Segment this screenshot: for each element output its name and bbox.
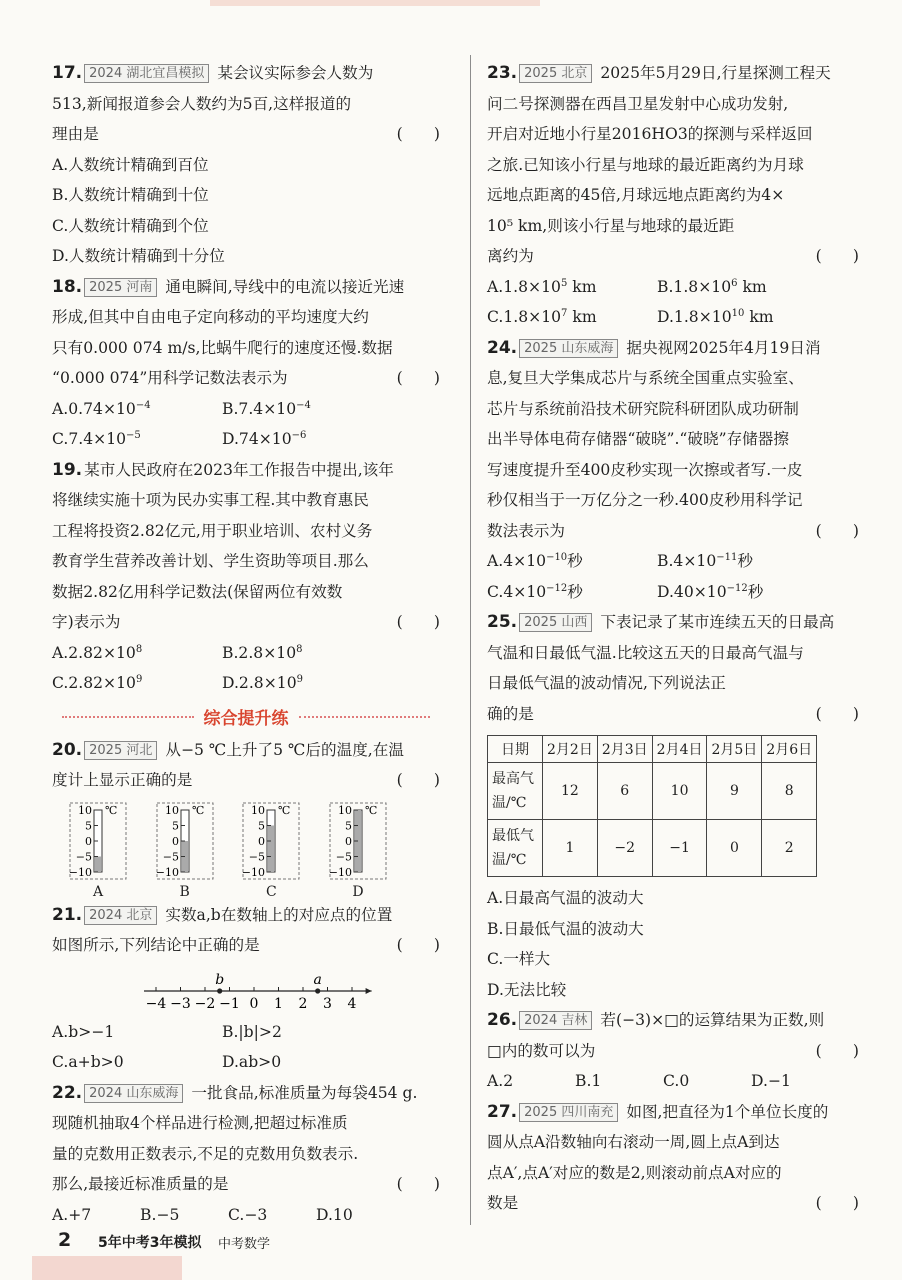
section-divider-left: [62, 716, 194, 718]
thermometer-graphic: [68, 802, 128, 880]
question-text: 远地点距离的45倍,月球远地点距离约为4×: [487, 186, 785, 204]
question-27: [487, 1097, 859, 1219]
tick-label: 5: [171, 819, 179, 832]
axis-tick-label: −4: [145, 995, 167, 1011]
question-text: 从−5 ℃上升了5 ℃后的温度,在温: [165, 740, 404, 759]
left-column: [52, 58, 440, 1230]
axis-tick-label: −2: [194, 995, 216, 1011]
answer-bracket: ( ): [815, 704, 859, 723]
section-heading: [52, 699, 440, 735]
tick-label: 5: [344, 819, 352, 832]
page-footer: [32, 1226, 902, 1280]
question-18: [52, 272, 440, 455]
unit-label: ℃: [278, 803, 291, 817]
option-c: C.0: [663, 1072, 690, 1090]
tick-label: −10: [328, 865, 352, 879]
question-number: 24.: [487, 337, 518, 358]
option-a: $A.0.74\times 10^{-4}$: [52, 399, 151, 418]
point-b: [217, 988, 222, 993]
point-a-label: a: [313, 971, 322, 988]
question-number: 22.: [52, 1082, 83, 1103]
question-text: 气温和日最低气温.比较这五天的日最高气温与: [487, 643, 804, 662]
option-c: C.一样大: [487, 950, 551, 968]
thermometer-graphic: [241, 802, 301, 880]
table-cell: 9: [707, 763, 762, 820]
table-cell: 2月5日: [707, 736, 762, 763]
question-text: 问二号探测器在西昌卫星发射中心成功发射,: [487, 94, 789, 113]
thermometer-b: [155, 802, 215, 900]
option-c: C.人数统计精确到个位: [52, 216, 209, 235]
axis-tick-label: 4: [347, 995, 357, 1011]
question-text: 离约为: [487, 247, 534, 265]
option-c: $C.4\times 10^{-12}$秒: [487, 582, 583, 601]
option-a: $A.2.82\times 10^8$: [52, 643, 143, 662]
table-cell: 6: [597, 763, 652, 820]
option-d: $D.2.8\times 10^9$: [222, 673, 303, 692]
question-number: 26.: [487, 1010, 518, 1030]
thermometer-label: D: [352, 883, 364, 900]
question-text: 513,新闻报道参会人数约为5百,这样报道的: [52, 94, 352, 113]
question-text: 日最低气温的波动情况,下列说法正: [487, 674, 726, 692]
book-title: 5年中考3年模拟: [98, 1235, 202, 1251]
question-text: 圆从点A沿数轴向右滚动一周,圆上点A到达: [487, 1133, 780, 1151]
answer-bracket: ( ): [396, 613, 440, 631]
option-b: $B.2.8\times 10^8$: [222, 643, 303, 662]
table-cell: 12: [543, 763, 598, 820]
tick-label: −5: [162, 850, 179, 863]
question-text: 2025年5月29日,行星探测工程天: [600, 64, 831, 82]
question-text: 数据2.82亿用科学记数法(保留两位有效数: [52, 582, 343, 601]
question-text: 工程将投资2.82亿元,用于职业培训、农村义务: [52, 521, 373, 540]
option-a: A.2: [487, 1072, 514, 1090]
question-text: 数法表示为: [487, 521, 565, 540]
option-a: $A.4\times 10^{-10}$秒: [487, 551, 583, 570]
question-22: [52, 1078, 440, 1231]
answer-bracket: ( ): [815, 1194, 859, 1212]
answer-bracket: ( ): [396, 771, 440, 789]
answer-bracket: ( ): [396, 1175, 440, 1193]
option-a: A.日最高气温的波动大: [487, 889, 644, 907]
tick-label: 5: [258, 819, 266, 832]
table-header-row: [488, 736, 817, 763]
thermometer-label: B: [179, 883, 190, 900]
tick-label: −5: [249, 850, 266, 863]
answer-bracket: ( ): [815, 1041, 859, 1060]
section-divider-right: [299, 716, 431, 718]
question-text: 度计上显示正确的是: [52, 771, 193, 789]
point-a: [315, 988, 320, 993]
right-column: [487, 58, 859, 1219]
tick-label: −10: [155, 865, 179, 879]
option-b: B.1: [575, 1072, 602, 1090]
question-text: 据央视网2025年4月19日消: [626, 338, 821, 357]
mercury-column: [95, 856, 101, 872]
option-c: $C.1.8\times 10^7$ km: [487, 307, 597, 326]
table-cell: 日期: [488, 736, 543, 763]
tick-label: 10: [164, 803, 179, 817]
thermometer-figures: [68, 802, 388, 900]
question-text: 一批食品,标准质量为每袋454 g.: [191, 1083, 418, 1102]
column-divider: [470, 55, 471, 1225]
table-cell: 8: [762, 763, 817, 820]
tick-label: 0: [171, 834, 179, 848]
temperature-table: [487, 735, 817, 877]
tick-label: 10: [337, 803, 352, 817]
question-17: [52, 58, 440, 272]
thermometer-graphic: [155, 802, 215, 880]
axis-arrow: [366, 988, 372, 994]
answer-bracket: ( ): [396, 936, 440, 954]
option-c: C.a+b>0: [52, 1053, 124, 1071]
question-26: [487, 1005, 859, 1097]
question-text: 芯片与系统前沿技术研究院科研团队成功研制: [487, 399, 799, 418]
option-d: D.ab>0: [222, 1053, 282, 1071]
table-cell: 2月2日: [543, 736, 598, 763]
question-21: [52, 900, 440, 1078]
tick-label: 10: [251, 803, 266, 817]
tick-label: 0: [258, 834, 266, 848]
question-number: 17.: [52, 63, 83, 83]
question-text: 某市人民政府在2023年工作报告中提出,该年: [84, 460, 394, 479]
question-text: 若(−3)×□的运算结果为正数,则: [600, 1011, 825, 1029]
option-a: A.b>−1: [52, 1022, 115, 1041]
option-c: C.−3: [228, 1205, 268, 1224]
thermometer-graphic: [328, 802, 388, 880]
option-b: $B.7.4\times 10^{-4}$: [222, 399, 311, 418]
source-tag: 2025 河南: [84, 278, 157, 297]
question-text: □内的数可以为: [487, 1041, 596, 1060]
question-number: 21.: [52, 904, 83, 925]
option-b: $B.1.8\times 10^6$ km: [657, 277, 767, 296]
source-tag: 2024 湖北宜昌模拟: [84, 64, 209, 83]
number-line: [144, 969, 374, 1011]
answer-bracket: ( ): [815, 521, 859, 540]
page-number: 2: [58, 1229, 72, 1251]
option-b: B.人数统计精确到十位: [52, 186, 209, 204]
table-cell: 2: [762, 820, 817, 877]
option-d: $D.74\times 10^{-6}$: [222, 429, 307, 448]
tick-label: 10: [78, 803, 92, 817]
question-25: [487, 607, 859, 1005]
axis-tick-label: 0: [249, 995, 259, 1011]
tick-label: −5: [75, 850, 92, 863]
question-number: 18.: [52, 276, 83, 297]
number-line-figure: [144, 969, 440, 1015]
axis-tick-label: 1: [274, 995, 283, 1011]
question-text: 教育学生营养改善计划、学生资助等项目.那么: [52, 552, 369, 570]
unit-label: ℃: [105, 803, 118, 817]
table-cell: 2月6日: [762, 736, 817, 763]
book-subject: 中考数学: [218, 1237, 271, 1252]
question-text: 那么,最接近标准质量的是: [52, 1175, 229, 1193]
source-tag: 2025 四川南充: [519, 1103, 618, 1122]
option-d: D.人数统计精确到十分位: [52, 247, 225, 265]
question-text: “0.000 074”用科学记数法表示为: [52, 369, 288, 387]
question-text: 某会议实际参会人数为: [217, 64, 374, 82]
option-d: D.−1: [751, 1072, 791, 1090]
thermometer-d: [328, 802, 388, 900]
question-number: 23.: [487, 63, 518, 83]
table-row-label: 最高气温/℃: [488, 763, 543, 820]
question-text: 点A′,点A′对应的数是2,则滚动前点A对应的: [487, 1163, 782, 1182]
option-c: $C.7.4\times 10^{-5}$: [52, 429, 141, 448]
question-text: 写速度提升至400皮秒实现一次擦或者写.一皮: [487, 460, 803, 479]
question-text: 通电瞬间,导线中的电流以接近光速: [165, 277, 405, 296]
table-cell: 2月4日: [652, 736, 707, 763]
table-cell: −1: [652, 820, 707, 877]
question-text: 形成,但其中自由电子定向移动的平均速度大约: [52, 308, 369, 326]
tick-label: −5: [335, 850, 352, 863]
axis-tick-label: −3: [170, 995, 191, 1011]
question-text: 如图所示,下列结论中正确的是: [52, 936, 260, 954]
option-d: $D.40\times 10^{-12}$秒: [657, 582, 764, 601]
answer-bracket: ( ): [396, 369, 440, 387]
table-row-label: 最低气温/℃: [488, 820, 543, 877]
question-text: 10⁵ km,则该小行星与地球的最近距: [487, 216, 735, 235]
unit-label: ℃: [191, 803, 204, 817]
source-tag: 2024 吉林: [519, 1011, 592, 1030]
option-b: B.|b|>2: [222, 1022, 282, 1041]
thermometer-label: A: [92, 883, 104, 900]
question-text: 数是: [487, 1194, 519, 1212]
tick-label: 0: [344, 834, 352, 848]
thermometer-label: C: [265, 883, 277, 900]
axis-tick-label: 2: [298, 995, 308, 1011]
unit-label: ℃: [364, 803, 378, 817]
section-title: 综合提升练: [203, 709, 289, 729]
source-tag: 2025 河北: [84, 741, 157, 760]
table-cell: −2: [597, 820, 652, 877]
question-text: 下表记录了某市连续五天的日最高: [600, 613, 835, 631]
thermometer-c: [241, 802, 301, 900]
footer-accent: [32, 1256, 182, 1280]
option-c: $C.2.82\times 10^9$: [52, 673, 143, 692]
thermometer-a: [68, 802, 128, 900]
question-text: 确的是: [487, 704, 534, 723]
question-text: 理由是: [52, 125, 99, 143]
answer-bracket: ( ): [396, 125, 440, 143]
question-text: 开启对近地小行星2016HO3的探测与采样返回: [487, 125, 813, 143]
question-number: 19.: [52, 459, 83, 480]
question-text: 秒仅相当于一万亿分之一秒.400皮秒用科学记: [487, 491, 803, 509]
tick-label: −10: [68, 865, 92, 879]
tick-label: 0: [85, 834, 92, 848]
answer-bracket: ( ): [815, 247, 859, 265]
source-tag: 2025 山西: [519, 613, 592, 632]
question-text: 如图,把直径为1个单位长度的: [626, 1102, 829, 1121]
option-a: $A.1.8\times 10^5$ km: [487, 277, 597, 296]
question-number: 25.: [487, 612, 518, 632]
tick-label: −10: [242, 865, 266, 879]
option-b: B.−5: [140, 1205, 180, 1224]
source-tag: 2024 北京: [84, 906, 157, 925]
question-text: 出半导体电荷存储器“破晓”.“破晓”存储器擦: [487, 430, 789, 448]
option-b: B.日最低气温的波动大: [487, 919, 644, 938]
axis-tick-label: −1: [219, 995, 240, 1011]
point-b-label: b: [215, 971, 225, 988]
table-row: [488, 763, 817, 820]
table-row: [488, 820, 817, 877]
option-a: A.人数统计精确到百位: [52, 155, 209, 174]
option-a: A.+7: [52, 1205, 92, 1224]
question-text: 现随机抽取4个样品进行检测,把超过标准质: [52, 1114, 348, 1132]
question-20: [52, 735, 440, 900]
source-tag: 2025 北京: [519, 64, 592, 83]
top-edge-decoration: [210, 0, 540, 6]
tick-label: 5: [85, 819, 92, 832]
question-text: 之旅.已知该小行星与地球的最近距离约为月球: [487, 155, 804, 174]
source-tag: 2024 山东威海: [84, 1084, 183, 1103]
option-b: $B.4\times 10^{-11}$秒: [657, 551, 753, 570]
table-cell: 0: [707, 820, 762, 877]
option-d: D.10: [316, 1205, 353, 1224]
question-24: [487, 333, 859, 608]
question-19: [52, 455, 440, 699]
source-tag: 2025 山东威海: [519, 339, 618, 358]
option-d: $D.1.8\times 10^{10}$ km: [657, 307, 774, 326]
table-cell: 1: [543, 820, 598, 877]
question-text: 实数a,b在数轴上的对应点的位置: [165, 905, 393, 924]
option-d: D.无法比较: [487, 980, 567, 999]
question-number: 20.: [52, 739, 83, 760]
mercury-column: [268, 825, 274, 872]
question-number: 27.: [487, 1101, 518, 1122]
question-text: 息,复旦大学集成芯片与系统全国重点实验室、: [487, 369, 804, 387]
table-cell: 10: [652, 763, 707, 820]
question-text: 字)表示为: [52, 613, 121, 631]
question-23: [487, 58, 859, 333]
table-cell: 2月3日: [597, 736, 652, 763]
question-text: 量的克数用正数表示,不足的克数用负数表示.: [52, 1144, 359, 1163]
question-text: 将继续实施十项为民办实事工程.其中教育惠民: [52, 491, 369, 509]
question-text: 只有0.000 074 m/s,比蜗牛爬行的速度还慢.数据: [52, 338, 393, 357]
axis-tick-label: 3: [323, 995, 332, 1011]
